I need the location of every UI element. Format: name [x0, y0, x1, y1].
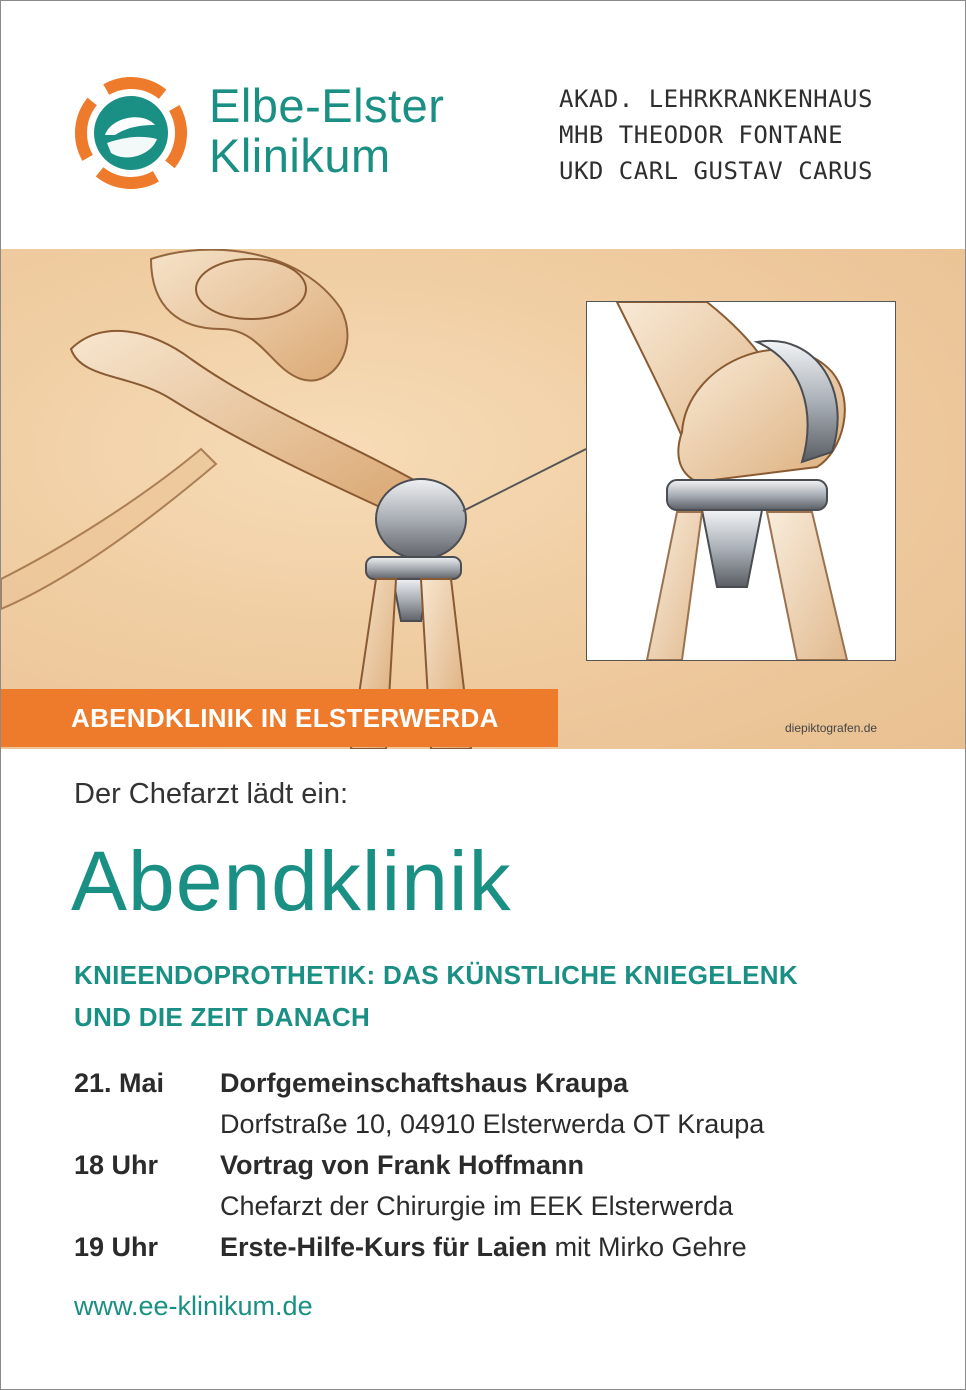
schedule-detail	[220, 1104, 764, 1145]
topic-subtitle	[74, 954, 798, 1038]
klinikum-logo-icon	[71, 73, 191, 193]
schedule-detail-text: Chefarzt der Chirurgie im EEK Elsterwerda	[220, 1191, 734, 1221]
schedule-row	[74, 1104, 764, 1145]
page-title: Abendklinik	[71, 834, 512, 928]
affiliation-3: UKD CARL GUSTAV CARUS	[559, 157, 873, 185]
schedule-detail-bold: Erste-Hilfe-Kurs für Laien	[220, 1232, 548, 1262]
schedule-row	[74, 1063, 764, 1104]
schedule-detail	[220, 1227, 764, 1268]
event-schedule	[74, 1063, 764, 1268]
schedule-time: 18 Uhr	[74, 1150, 159, 1180]
schedule-detail-bold: Dorfgemeinschaftshaus Kraupa	[220, 1068, 629, 1098]
event-banner: ABENDKLINIK IN ELSTERWERDA	[1, 689, 558, 747]
schedule-detail	[220, 1145, 764, 1186]
logo-line-1: Elbe-Elster	[209, 79, 445, 132]
schedule-detail	[220, 1186, 764, 1227]
schedule-time	[74, 1186, 220, 1227]
schedule-row	[74, 1186, 764, 1227]
affiliation-1: AKAD. LEHRKRANKENHAUS	[559, 85, 873, 113]
affiliation-2: MHB THEODOR FONTANE	[559, 121, 844, 149]
schedule-detail-text: mit Mirko Gehre	[547, 1232, 747, 1262]
knee-implant-closeup	[587, 302, 895, 660]
schedule-time: 21. Mai	[74, 1068, 165, 1098]
subtitle-line-2: UND DIE ZEIT DANACH	[74, 1002, 371, 1032]
invite-line: Der Chefarzt lädt ein:	[74, 778, 349, 810]
logo-line-2: Klinikum	[209, 129, 391, 182]
implant-detail-inset	[586, 301, 896, 661]
affiliations	[559, 81, 873, 189]
schedule-row	[74, 1145, 764, 1186]
schedule-detail-bold: Vortrag von Frank Hoffmann	[220, 1150, 585, 1180]
schedule-time: 19 Uhr	[74, 1232, 159, 1262]
schedule-detail-text: Dorfstraße 10, 04910 Elsterwerda OT Kraupa	[220, 1109, 765, 1139]
website-link[interactable]: www.ee-klinikum.de	[74, 1291, 313, 1321]
subtitle-line-1: KNIEENDOPROTHETIK: DAS KÜNSTLICHE KNIEGELENK	[74, 960, 798, 990]
knee-illustration	[1, 249, 965, 749]
schedule-row	[74, 1227, 764, 1268]
image-credit: diepiktografen.de	[785, 721, 878, 735]
schedule-time	[74, 1104, 220, 1145]
logo-wordmark	[209, 81, 444, 181]
schedule-detail	[220, 1063, 764, 1104]
